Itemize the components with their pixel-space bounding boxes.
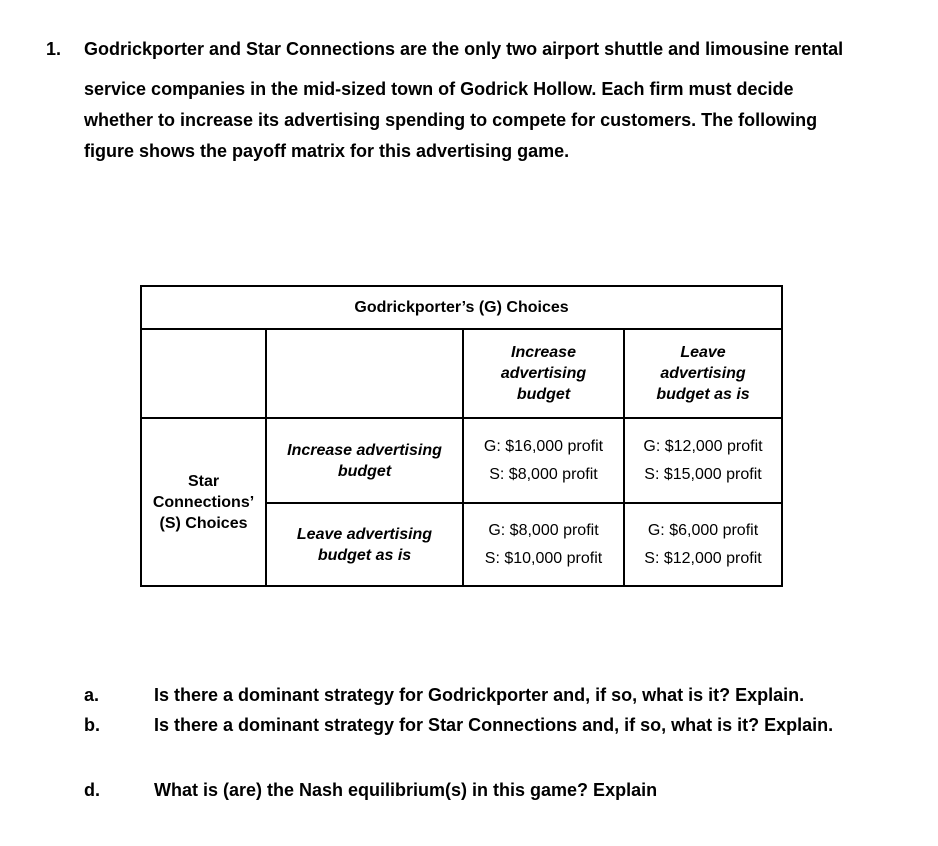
g-col-leave: Leave advertising budget as is [624,329,782,418]
subquestion-b-label: b. [84,715,100,735]
question-line-3: whether to increase its advertising spending to compete for customers. The following [84,110,818,130]
question-line-4: figure shows the payoff matrix for this advertising game. [84,141,570,161]
payoff-matrix [140,285,783,587]
subquestion-b-text: Is there a dominant strategy for Star Connections and, if so, what is it? Explain. [154,715,834,735]
s-row-leave: Leave advertising budget as is [266,503,463,586]
subquestion-a-label: a. [84,685,100,705]
subquestion-d-text: What is (are) the Nash equilibrium(s) in this game? Explain [154,780,658,800]
subquestion-d-label: d. [84,780,100,800]
question-line-2: service companies in the mid-sized town of Godrick Hollow. Each firm must decide [84,79,794,99]
subquestion-a-text: Is there a dominant strategy for Godrickporter and, if so, what is it? Explain. [154,685,805,705]
payoff-cell: G: $6,000 profit S: $12,000 profit [624,503,782,586]
question-line-1: Godrickporter and Star Connections are the only two airport shuttle and limousine rental [84,39,844,59]
g-choices-header: Godrickporter’s (G) Choices [141,286,782,329]
empty-corner-cell [141,329,266,418]
s-row-increase: Increase advertising budget [266,418,463,503]
g-col-increase: Increase advertising budget [463,329,624,418]
s-choices-label: Star Connections’ (S) Choices [141,418,266,586]
payoff-cell: G: $12,000 profit S: $15,000 profit [624,418,782,503]
question-number: 1. [46,39,62,59]
payoff-cell: G: $8,000 profit S: $10,000 profit [463,503,624,586]
empty-header-cell [266,329,463,418]
payoff-cell: G: $16,000 profit S: $8,000 profit [463,418,624,503]
